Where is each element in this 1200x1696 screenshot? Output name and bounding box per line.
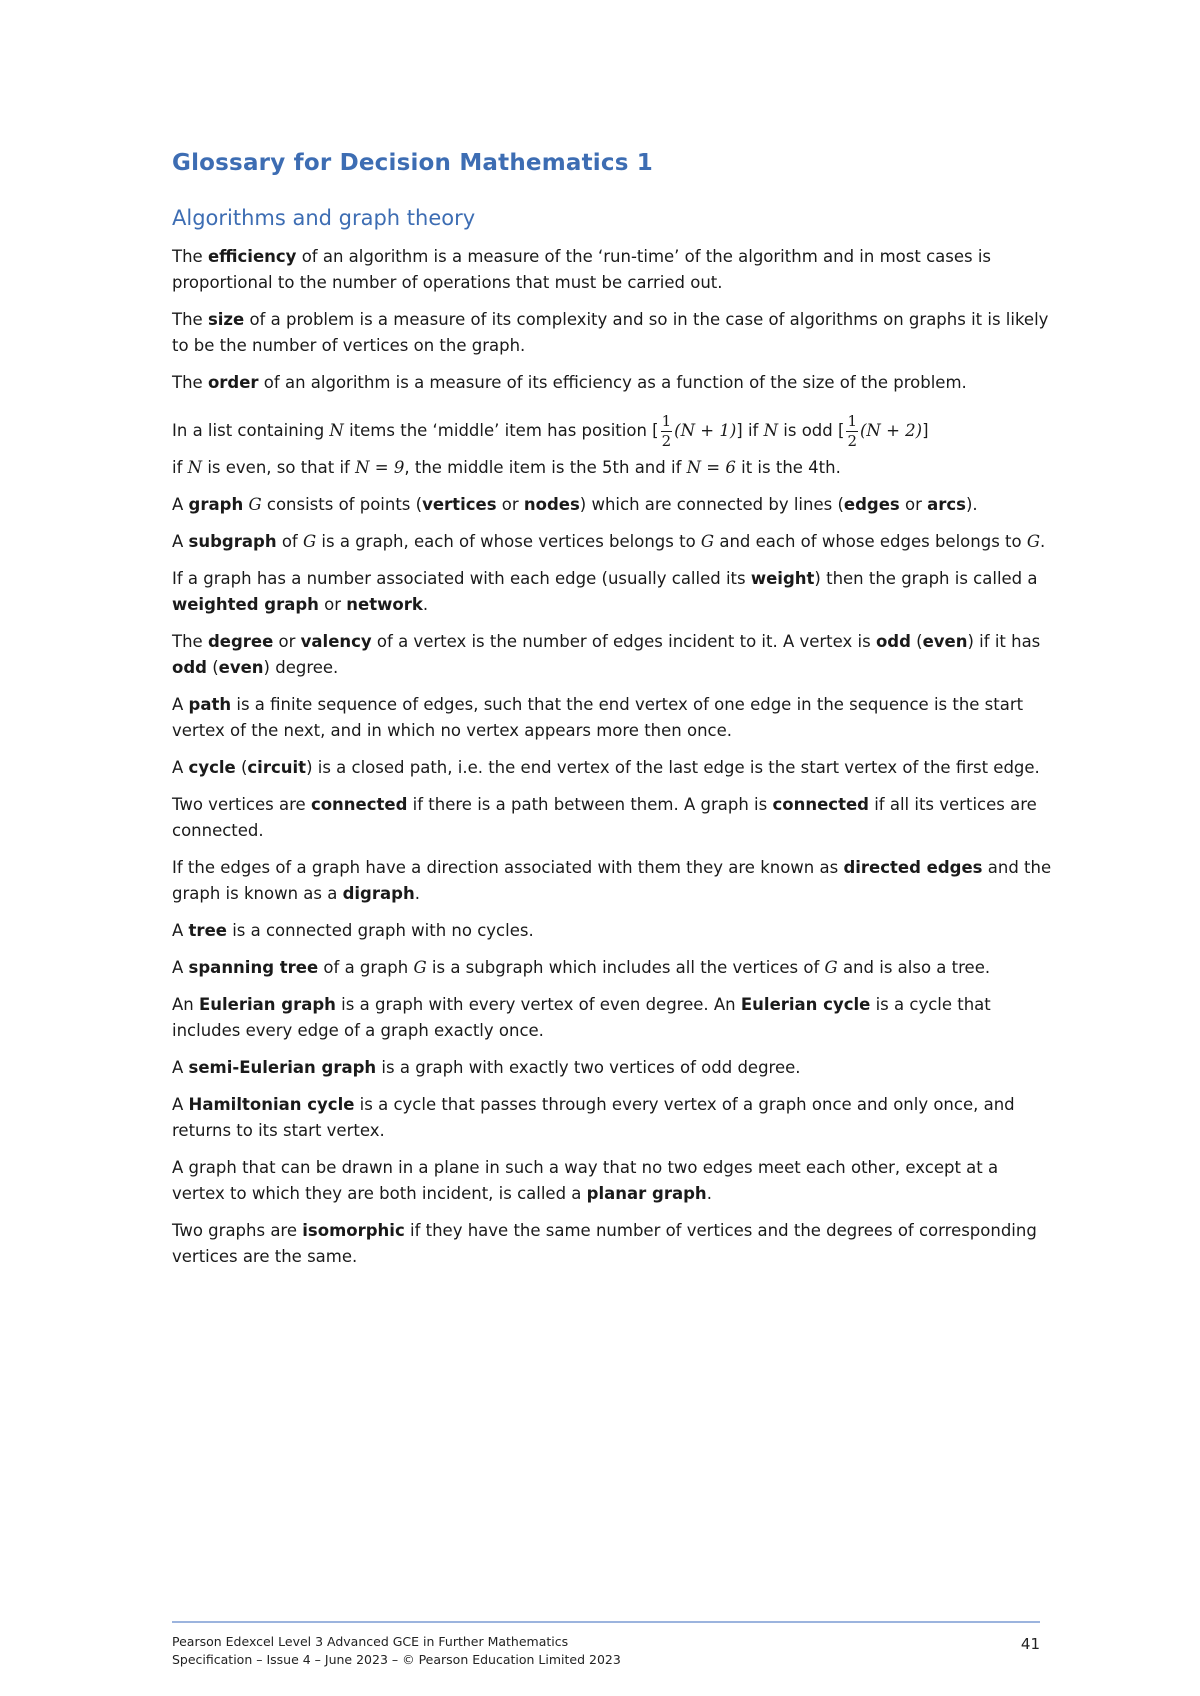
fraction-half: $\frac{1}{2}$: [661, 412, 672, 450]
planar-definition: A graph that can be drawn in a plane in such a way that no two edges meet each other, except at a vertex to which they are both incident, is called a planar graph.: [172, 1158, 999, 1203]
cycle-definition: A cycle (circuit) is a closed path, i.e. the end vertex of the last edge is the start vertex of the first edge.: [172, 758, 1040, 777]
digraph-definition: If the edges of a graph have a direction associated with them they are known as directed edges and the graph is known as a digraph.: [172, 858, 1052, 903]
path-definition: A path is a finite sequence of edges, such that the end vertex of one edge in the sequence is the start vertex of the next, and in which no vertex appears more then once.: [172, 695, 1024, 740]
degree-definition: The degree or valency of a vertex is the number of edges incident to it. A vertex is odd (even) if it has odd (even) degree.: [172, 632, 1041, 677]
hamiltonian-definition: A Hamiltonian cycle is a cycle that passes through every vertex of a graph once and only once, and returns to its start vertex.: [172, 1095, 1015, 1140]
section-heading: Algorithms and graph theory: [172, 206, 476, 230]
middle-item-definition: In a list containing N items the ‘middle’ item has position [ $\frac{1}{2}$ (N + 1)] if N is odd [ $\frac{1}{2}$ (N + 2)] if N is even, so that if N = 9, the middle item is the 5th and if N = 6 it is the 4th.: [172, 412, 929, 477]
order-definition: The order of an algorithm is a measure of its efficiency as a function of the size of the problem.: [172, 373, 967, 392]
weight-definition: If a graph has a number associated with each edge (usually called its weight) then the graph is called a weighted graph or network.: [172, 569, 1038, 614]
spanning-tree-definition: A spanning tree of a graph G is a subgraph which includes all the vertices of G and is also a tree.: [172, 958, 991, 977]
page-title: Glossary for Decision Mathematics 1: [172, 150, 654, 176]
size-definition: The size of a problem is a measure of its complexity and so in the case of algorithms on graphs it is likely to be the number of vertices on the graph.: [172, 310, 1049, 355]
graph-definition: A graph G consists of points (vertices or nodes) which are connected by lines (edges or arcs).: [172, 495, 978, 514]
subgraph-definition: A subgraph of G is a graph, each of whose vertices belongs to G and each of whose edges belongs to G.: [172, 532, 1046, 551]
isomorphic-definition: Two graphs are isomorphic if they have the same number of vertices and the degrees of corresponding vertices are the same.: [172, 1221, 1037, 1266]
connected-definition: Two vertices are connected if there is a path between them. A graph is connected if all its vertices are connected.: [172, 795, 1037, 840]
page-content: [172, 150, 1052, 1270]
fraction-half: $\frac{1}{2}$: [847, 412, 857, 450]
page-footer: [172, 1621, 1040, 1667]
semi-eulerian-definition: A semi-Eulerian graph is a graph with exactly two vertices of odd degree.: [172, 1058, 801, 1077]
tree-definition: A tree is a connected graph with no cycles.: [172, 921, 534, 940]
efficiency-definition: The efficiency of an algorithm is a measure of the ‘run-time’ of the algorithm and in most cases is proportional to the number of operations that must be carried out.: [172, 247, 992, 292]
footer-line-1: Pearson Edexcel Level 3 Advanced GCE in Further Mathematics: [172, 1634, 569, 1649]
footer-text: [172, 1633, 621, 1669]
footer-line-2: Specification – Issue 4 – June 2023 – © Pearson Education Limited 2023: [172, 1652, 621, 1667]
page-number: 41: [1020, 1635, 1040, 1653]
eulerian-definition: An Eulerian graph is a graph with every vertex of even degree. An Eulerian cycle is a cycle that includes every edge of a graph exactly once.: [172, 995, 991, 1040]
